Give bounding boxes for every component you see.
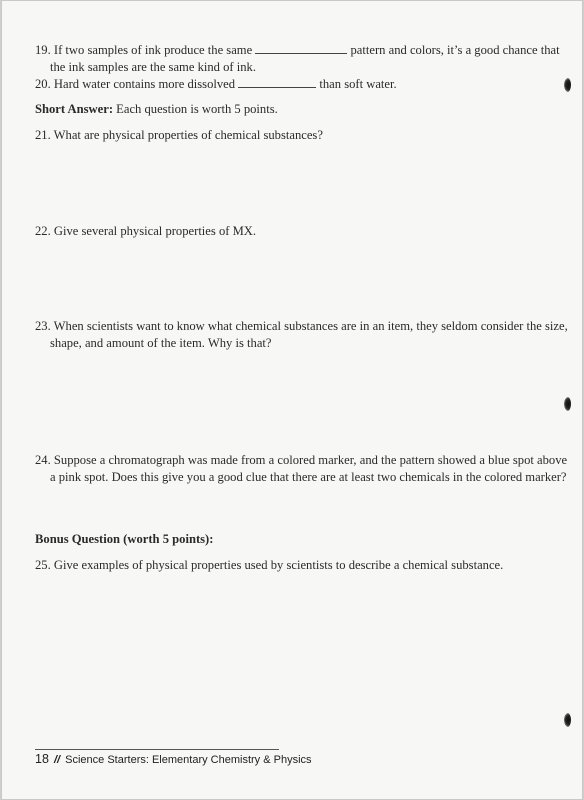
question-19-blank[interactable] — [255, 43, 347, 54]
book-title: Science Starters: Elementary Chemistry & Physics — [65, 754, 312, 766]
question-19-text-end: pattern and colors, it’s a good chance that — [350, 43, 560, 57]
question-25: 25. Give examples of physical properties used by scientists to describe a chemical substance. — [35, 558, 504, 572]
page-footer — [35, 752, 312, 766]
footer-separator: // — [53, 754, 61, 766]
question-24: 24. Suppose a chromatograph was made from a colored marker, and the pattern showed a blue spot above a pink spot. Does this give you a good clue that there are at least two chemicals in the colored marker? — [35, 453, 568, 484]
question-23: 23. When scientists want to know what chemical substances are in an item, they seldom consider the size, shape, and amount of the item. Why is that? — [35, 319, 568, 350]
question-19-text-start: 19. If two samples of ink produce the same — [35, 43, 253, 57]
question-20-text-start: 20. Hard water contains more dissolved — [35, 77, 236, 91]
question-20-text-end: than soft water. — [319, 77, 397, 91]
question-19 — [35, 42, 570, 76]
binder-hole-icon — [564, 397, 571, 411]
question-21: 21. What are physical properties of chemical substances? — [35, 128, 323, 142]
worksheet-page — [1, 0, 583, 800]
question-22: 22. Give several physical properties of MX. — [35, 224, 257, 238]
footer-divider — [35, 749, 279, 750]
bonus-question-heading: Bonus Question (worth 5 points): — [35, 532, 214, 546]
short-answer-instructions — [35, 101, 555, 118]
binder-hole-icon — [564, 78, 571, 92]
page-number: 18 — [35, 752, 49, 766]
short-answer-heading: Short Answer: — [35, 102, 114, 116]
short-answer-points: Each question is worth 5 points. — [116, 102, 278, 116]
question-20 — [35, 76, 570, 93]
question-20-blank[interactable] — [238, 77, 316, 88]
binder-hole-icon — [564, 713, 571, 727]
question-19-text-line2: the ink samples are the same kind of ink. — [50, 60, 256, 74]
